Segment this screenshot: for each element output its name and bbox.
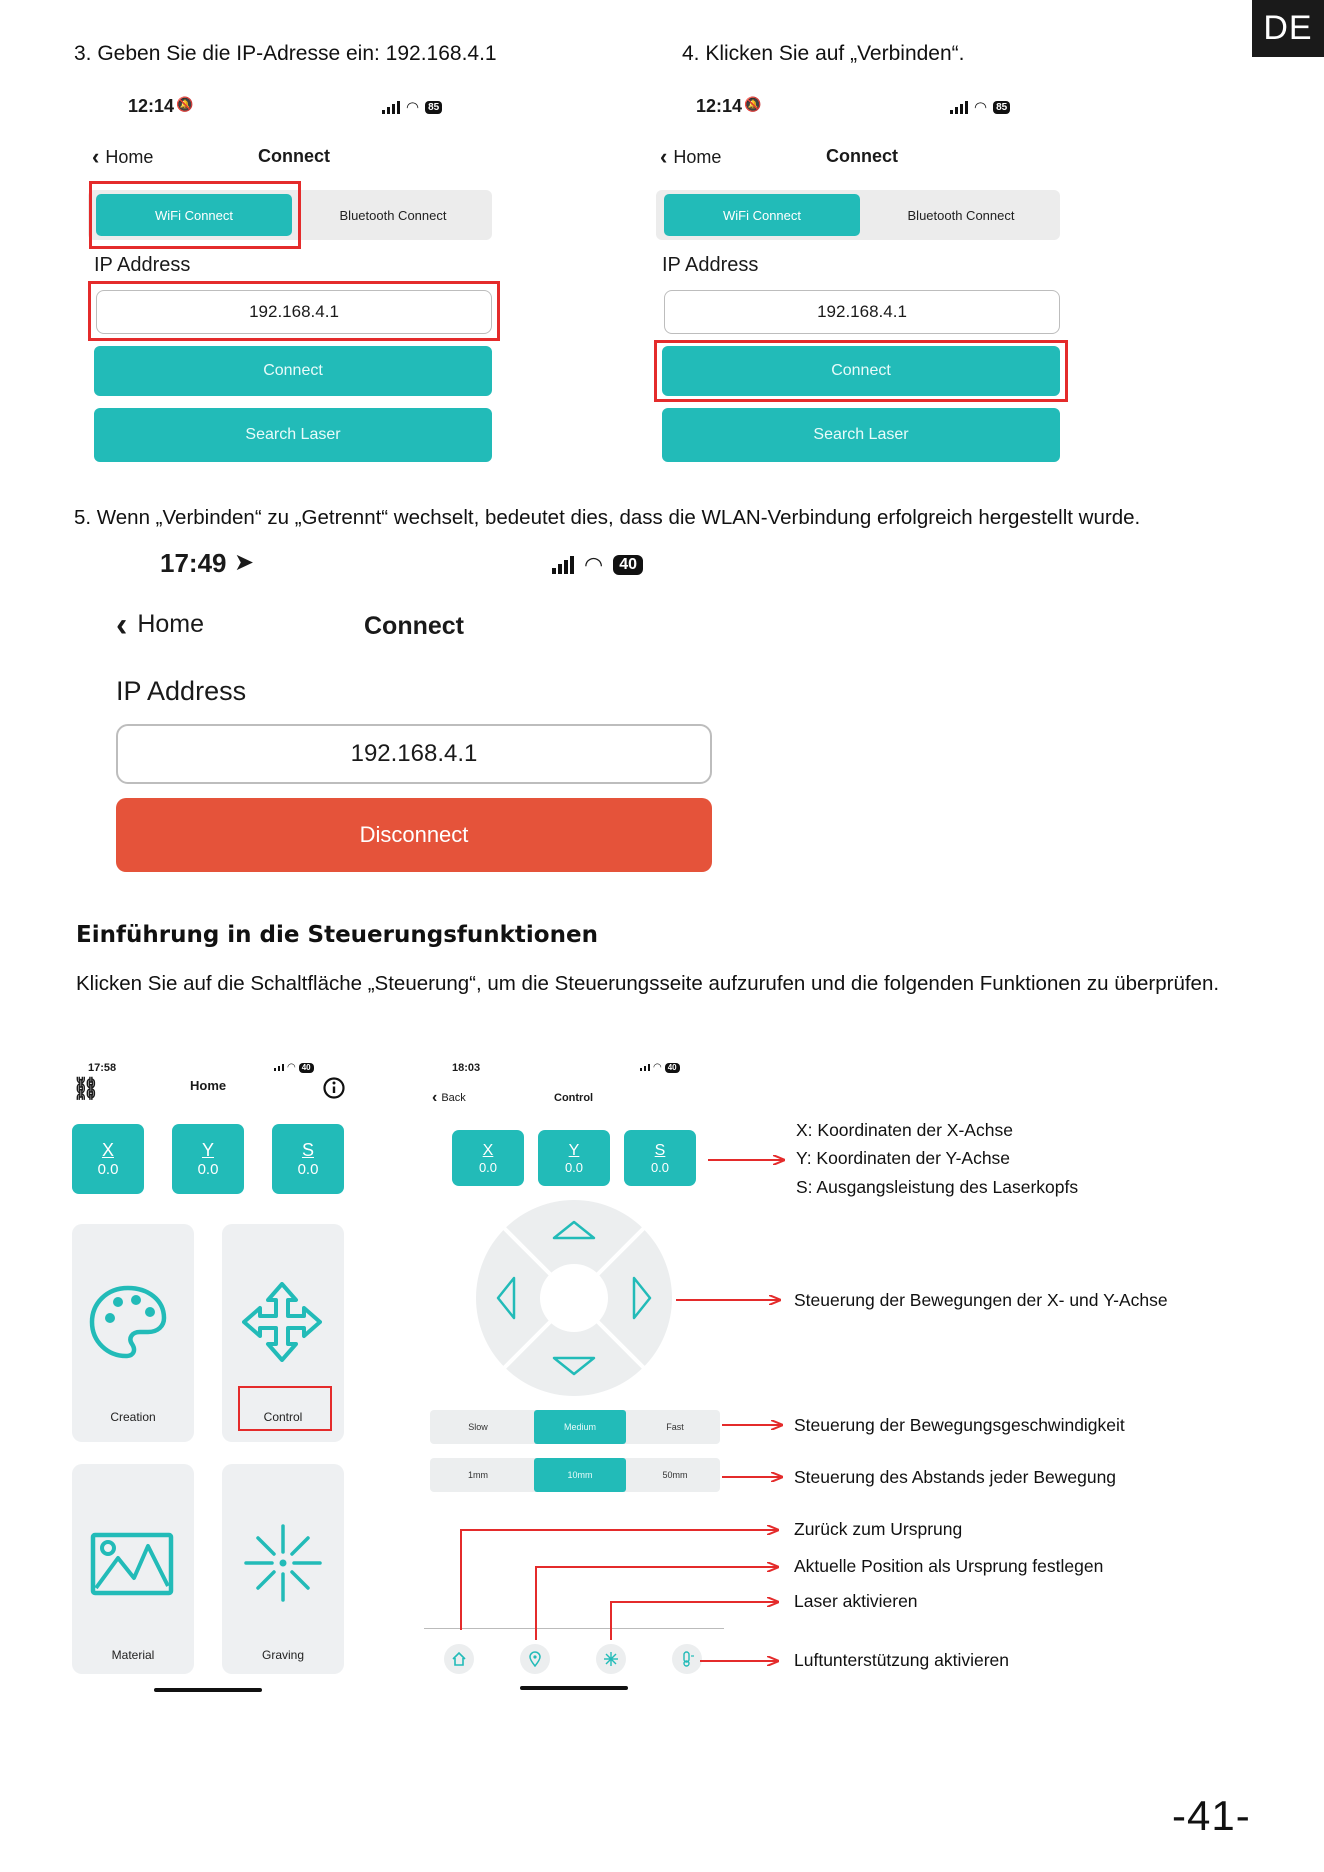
- connect-button[interactable]: Connect: [662, 346, 1060, 396]
- chevron-left-icon: ‹: [116, 605, 128, 644]
- location-arrow-icon: ➤: [234, 549, 255, 576]
- chevron-left-icon: ‹: [432, 1089, 438, 1106]
- nav-title: Connect: [258, 146, 330, 166]
- x-value: 0.0: [97, 1161, 119, 1178]
- status-time: 17:58: [88, 1062, 117, 1074]
- section-paragraph: Klicken Sie auf die Schaltfläche „Steuerung“, um die Steuerungsseite aufzurufen und die folgenden Funktionen zu überprüfen.: [76, 972, 1220, 995]
- ip-address-label: IP Address: [662, 254, 759, 276]
- status-time: 12:14: [696, 96, 743, 116]
- annotation-distance: Steuerung des Abstands jeder Bewegung: [794, 1467, 1117, 1487]
- wifi-icon: ◠: [584, 552, 604, 577]
- status-time: 18:03: [452, 1062, 481, 1074]
- distance-option-1mm[interactable]: 1mm: [468, 1470, 488, 1480]
- section-heading: Einführung in die Steuerungsfunktionen: [76, 922, 598, 948]
- s-label: S: [301, 1140, 314, 1160]
- chevron-left-icon: ‹: [92, 144, 100, 169]
- page-number: -41-: [1172, 1792, 1251, 1839]
- battery-icon: 40: [299, 1063, 314, 1073]
- step-4-caption: 4. Klicken Sie auf „Verbinden“.: [682, 42, 965, 65]
- wifi-icon: ◠: [974, 99, 988, 116]
- y-label: Y: [568, 1141, 580, 1159]
- step-5-caption: 5. Wenn „Verbinden“ zu „Getrennt“ wechselt, bedeutet dies, dass die WLAN-Verbindung erfolgreich hergestellt wurde.: [74, 506, 1141, 529]
- annotation-set-origin: Aktuelle Position als Ursprung festlegen: [794, 1556, 1104, 1576]
- annotation-move: Steuerung der Bewegungen der X- und Y-Achse: [794, 1290, 1168, 1310]
- speed-option-slow[interactable]: Slow: [468, 1422, 488, 1432]
- tab-bluetooth-connect[interactable]: Bluetooth Connect: [339, 207, 447, 223]
- tab-bluetooth-connect[interactable]: Bluetooth Connect: [907, 207, 1015, 223]
- back-label: Home: [673, 146, 722, 167]
- x-label: X: [482, 1141, 494, 1159]
- tab-wifi-connect[interactable]: WiFi Connect: [96, 194, 292, 236]
- distance-option-10mm[interactable]: 10mm: [534, 1458, 626, 1492]
- ip-address-input[interactable]: 192.168.4.1: [116, 724, 712, 784]
- s-label: S: [654, 1141, 666, 1159]
- control-title: Control: [554, 1092, 594, 1104]
- home-title: Home: [190, 1078, 227, 1093]
- nav-title: Connect: [826, 146, 898, 166]
- annotation-s: S: Ausgangsleistung des Laserkopfs: [796, 1177, 1079, 1197]
- chevron-left-icon: ‹: [660, 144, 668, 169]
- ip-address-input[interactable]: 192.168.4.1: [664, 290, 1060, 334]
- battery-icon: 40: [613, 555, 643, 575]
- distance-option-50mm[interactable]: 50mm: [662, 1470, 688, 1480]
- wifi-icon: ◠: [287, 1062, 296, 1073]
- search-laser-button[interactable]: Search Laser: [94, 408, 492, 462]
- ip-address-label: IP Address: [94, 254, 191, 276]
- status-time: 17:49: [160, 548, 227, 578]
- back-label: Back: [441, 1092, 466, 1104]
- y-value: 0.0: [564, 1159, 584, 1175]
- annotation-laser: Laser aktivieren: [794, 1591, 918, 1611]
- battery-icon: 40: [665, 1063, 680, 1073]
- battery-icon: 85: [993, 101, 1010, 114]
- back-label: Home: [137, 610, 205, 638]
- control-label: Control: [263, 1410, 303, 1424]
- step-3-caption: 3. Geben Sie die IP-Adresse ein: 192.168.4.1: [74, 42, 497, 65]
- ip-address-input[interactable]: 192.168.4.1: [96, 290, 492, 334]
- graving-label: Graving: [261, 1648, 305, 1662]
- annotation-air: Luftunterstützung aktivieren: [794, 1650, 1009, 1670]
- connect-button[interactable]: Connect: [94, 346, 492, 396]
- nav-title: Connect: [364, 612, 464, 640]
- annotation-origin: Zurück zum Ursprung: [794, 1519, 963, 1539]
- mute-bell-icon: 🔕: [744, 96, 762, 112]
- language-badge: DE: [1252, 0, 1324, 57]
- s-value: 0.0: [650, 1159, 670, 1175]
- disconnect-button[interactable]: Disconnect: [116, 798, 712, 872]
- link-icon[interactable]: ⛓: [72, 1076, 100, 1101]
- battery-icon: 85: [425, 101, 442, 114]
- x-value: 0.0: [478, 1159, 498, 1175]
- search-laser-button[interactable]: Search Laser: [662, 408, 1060, 462]
- annotation-x: X: Koordinaten der X-Achse: [796, 1120, 1013, 1140]
- ip-address-label: IP Address: [116, 676, 247, 706]
- creation-label: Creation: [110, 1410, 156, 1424]
- status-time: 12:14: [128, 96, 175, 116]
- wifi-icon: ◠: [653, 1062, 662, 1073]
- wifi-icon: ◠: [406, 99, 420, 116]
- material-label: Material: [111, 1648, 155, 1662]
- y-value: 0.0: [197, 1161, 219, 1178]
- s-value: 0.0: [297, 1161, 319, 1178]
- x-label: X: [101, 1140, 114, 1160]
- speed-option-medium[interactable]: Medium: [534, 1410, 626, 1444]
- annotation-speed: Steuerung der Bewegungsgeschwindigkeit: [794, 1415, 1125, 1435]
- tab-wifi-connect[interactable]: WiFi Connect: [664, 194, 860, 236]
- annotation-y: Y: Koordinaten der Y-Achse: [796, 1148, 1011, 1168]
- back-label: Home: [105, 146, 154, 167]
- y-label: Y: [201, 1140, 214, 1160]
- mute-bell-icon: 🔕: [176, 96, 194, 112]
- speed-option-fast[interactable]: Fast: [666, 1422, 684, 1432]
